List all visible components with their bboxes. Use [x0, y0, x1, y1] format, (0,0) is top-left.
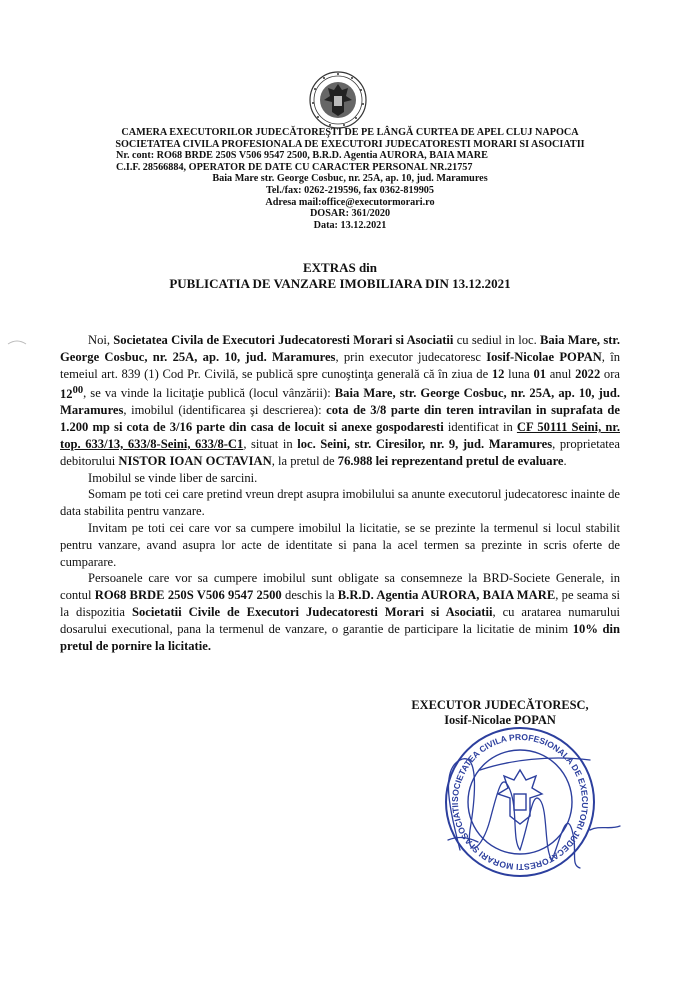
header-company: SOCIETATEA CIVILA PROFESIONALA DE EXECUTORI JUDECATORESTI MORARI SI ASOCIATII [115, 138, 585, 150]
paragraph-invitation: Invitam pe toti cei care vor sa cumpere imobilul la licitatie, se se prezinte la termenul si locul stabilit pentru vanzare, avand asupra lor acte de identitate si pana la acel termen sa prezinte in scris oferte de cumparare. [60, 520, 620, 569]
title-line-1: EXTRAS din [302, 260, 378, 275]
header-email: Adresa mail:office@executormorari.ro [265, 196, 435, 208]
header-bank-account: Nr. cont: RO68 BRDE 250S V506 9547 2500, B.R.D. Agentia AURORA, BAIA MARE [116, 150, 488, 162]
header-date: Data: 13.12.2021 [313, 219, 387, 231]
signature-title: EXECUTOR JUDECĂTORESC, [411, 698, 589, 712]
paragraph-summons: Somam pe toti cei care pretind vreun drept asupra imobilului sa anunte executorul judecatoresc inainte de data stabilita pentru vanzare. [60, 487, 620, 519]
header-address: Baia Mare str. George Cosbuc, nr. 25A, ap. 10, jud. Maramures [212, 173, 488, 185]
document-body [60, 332, 620, 654]
header-chamber: CAMERA EXECUTORILOR JUDECĂTOREŞTI DE PE LÂNGĂ CURTEA DE APEL CLUJ NAPOCA [121, 127, 579, 138]
paragraph-announcement: Noi, Societatea Civila de Executori Judecatoresti Morari si Asociatii cu sediul in loc. Baia Mare, str. George Cosbuc, nr. 25A, ap. 10, jud. Maramures, prin executor judecatoresc Iosif-Nicolae POPAN, în temeiul art. 839 (1) Cod Pr. Civilă, se publică spre cunoştinţa generală că în ziua de 12 luna 01 anul 2022 ora $12^{00}$, se va vinde la licitaţie publică (locul vânzării): Baia Mare, str. George Cosbuc, nr. 25A, ap. 10, jud. Maramures, imobilul (identificarea şi descrierea): cota de 3/8 parte din teren intravilan in suprafata de 1.200 mp si cota de 3/16 parte din casa de locuit si anexe gospodaresti identificat in CF 50111 Seini, nr. top. 633/13, 633/8-Seini, 633/8-C1, situat in loc. Seini, str. Ciresilor, nr. 9, jud. Maramures, proprietatea debitorului NISTOR IOAN OCTAVIAN, la pretul de 76.988 lei reprezentand pretul de evaluare. [60, 333, 621, 468]
paragraph-deposit: Persoanele care vor sa cumpere imobilul sunt obligate sa consemneze la BRD-Societe Generale, in contul RO68 BRDE 250S V506 9547 2500 deschis la B.R.D. Agentia AURORA, BAIA MARE, pe seama si la dispozitia Societatii Civile de Executori Judecatoresti Morari si Asociatii, cu aratarea numarului dosarului executional, pana la termenul de vanzare, o garantie de participare la licitatie de minim 10% din pretul de pornire la licitatie. [60, 571, 621, 653]
romanian-coat-of-arms-icon [308, 70, 368, 130]
margin-mark [6, 336, 28, 350]
header-cif: C.I.F. 28566884, OPERATOR DE DATE CU CARACTER PERSONAL NR.21757 [116, 161, 473, 173]
signature-name: Iosif-Nicolae POPAN [444, 713, 556, 727]
title-line-2: PUBLICATIA DE VANZARE IMOBILIARA DIN 13.12.2021 [169, 276, 511, 291]
header-file-number: DOSAR: 361/2020 [309, 208, 391, 220]
paragraph-no-encumbrances: Imobilul se vinde liber de sarcini. [88, 470, 258, 485]
stamp-text: SOCIETATEA CIVILA PROFESIONALA DE EXECUTORI JUDECATORESTI MORARI SI ASOCIATII [449, 731, 591, 873]
document-title [40, 260, 640, 292]
handwritten-signature [420, 730, 650, 880]
header-phone: Tel./fax: 0262-219596, fax 0362-819905 [266, 184, 434, 196]
document-header [70, 127, 630, 231]
